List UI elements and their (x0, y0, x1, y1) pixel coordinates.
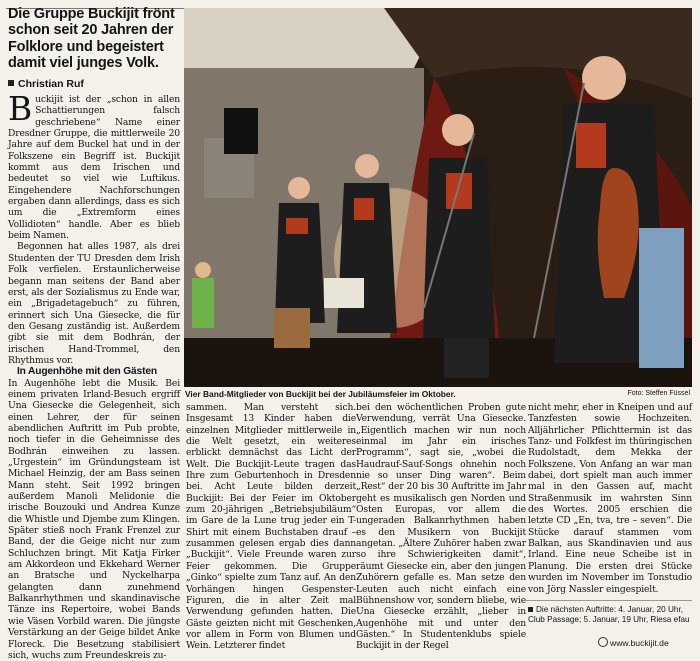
photo-caption: Vier Band-Mitglieder von Buckijit bei der Jubiläumsfeier im Oktober. (185, 389, 456, 399)
paragraph-2: Begonnen hat alles 1987, als drei Studenten der TU Dresden dem Irish Folk verfielen. Erstaunlicherweise begann man seitens der Band aber erst, als der Sozialismus zu Ende war, ein „Brigadetagebuch“ zu führen, erinnert sich Una Giesecke, die für den Gesang zuständig ist. Außerdem gibt sie mit dem Bodhrán, der irischen Hand-Trommel, den Rhythmus vor. (8, 241, 180, 366)
drop-cap: B (8, 89, 33, 128)
article-column-1 (8, 89, 180, 661)
article-column-4 (528, 402, 692, 602)
article-column-2 (186, 402, 356, 650)
bullet-square-icon (528, 607, 533, 612)
photo-credit: Foto: Steffen Füssel (627, 390, 690, 397)
band-photo (184, 8, 692, 387)
globe-icon (598, 637, 608, 647)
band-photo-illustration (184, 8, 692, 387)
bullet-square-icon (8, 80, 14, 86)
headline: Die Gruppe Buckijit frönt schon seit 20 Jahren der Folklore und begeistert damit viel junges Volk. (8, 6, 175, 72)
paragraph-intro: Buckijit ist der „schon in allen Schattierungen falsch geschriebene“ Name einer Dresdner Gruppe, die mittlerweile 20 Jahre auf dem Buckel hat und in der Folkszene ein Begriff ist. Buckijit kommt aus dem Irischen und bedeutet so viel wie Luftikus. Eingehendere Nachforschungen ergaben dann allerdings, dass es sich um die „Extremform eines Vollidioten“ handle. Aber es blieb beim Namen. (8, 89, 180, 242)
concert-notice: Die nächsten Auftritte: 4. Januar, 20 Uhr, Club Passage; 5. Januar, 19 Uhr, Riesa efau (528, 605, 690, 625)
notice-divider (526, 600, 692, 601)
subheading: In Augenhöhe mit den Gästen (17, 366, 157, 378)
website-link[interactable]: www.buckijit.de (598, 637, 669, 648)
author-name: Christian Ruf (18, 78, 84, 90)
paragraph-col4: nicht mehr, eher in Kneipen und auf Tanzfesten sowie Hochzeiten. Alljährlicher Pflichttermin ist das Tanz- und Folkfest im thüringischen Rudolstadt, dem Mekka der Folkszene. Von Anfang an war man dabei, dort spielt man auch immer mal in den Gassen auf, macht Straßenmusik im wahrsten Sinn des Wortes. 2005 erschien die letzte CD „En, tva, tre – seven“. Die Stücke darauf stammen vom Balkan, aus Skandinavien und aus Irland. Eine neue Scheibe ist in Planung. Die ersten drei Stücke wurden im November im Tonstudio von Jörg Nassler eingespielt. (528, 402, 692, 595)
paragraph-col2: sammen. Man versteht sich. Insgesamt 13 Kinder haben die einzelnen Mitglieder mittlerweile in die Welt gesetzt, ein weiteres erblickt demnächst das Licht der Welt. Die Buckijit-Leute tragen das Ihre zum Geburtenhoch in Dresden bei. Acht Leute bilden derzeit Buckijit: Bei der Feier im Oktober zum 20-jährigen „Betriebsjubiläum“ im Gare de la Lune trug jeder ein T-Shirt mit einem Buchstaben drauf – zusammen gelesen ergab dies dann „Buckijit“. Viele Freunde waren zur Feier gekommen. Die Gruppe „Ginko“ spielte zum Tanz auf. An den Vorhängen hingen Gespenster-Figuren, die in alter Zeit mal Verwendung gefunden hatten. Die Gäste geizten nicht mit Geschenken, vor allem in Form von Blumen und Wein. Letzterer findet (186, 402, 356, 652)
paragraph-3: In Augenhöhe lebt die Musik. Bei einem privaten Irland-Besuch ergriff Una Giesecke die Gelegenheit, sich einen Lehrer, der für seinen abendlichen Auftritt im Pub probte, noch tiefer in die Geheimnisse des Bodhrán einweihen zu lassen. „Urgestein“ im Gründungsteam ist Michael Heinzig, der am Bass seinen Mann steht. Seit 1992 bringen außerdem Manoli Melidonie die irische Bouzouki und Andrea Kunze die Whistle und Djembe zum Klingen. Später stieß noch Frank Frenzel zur Band, der die Geige nicht nur zum Schluchzen bringt. Mit Katja Firker am Akkordeon und Ekkehard Werner an Bratsche und Nyckelharpa gelangten dann zunehmend Balkanrhythmen und skandinavische Tänze ins Repertoire, wobei Bands wie Väsen Vorbild waren. Die jüngste Verstärkung an der Geige bildet Anke Floreck. Die Besetzung stabilisiert sich, wuchs zum Freundeskreis zu- (8, 377, 180, 661)
paragraph-col3: bei den wöchentlichen Proben gute Verwendung, verrät Una Giesecke. „Eigentlich machen wir nun noch einmal im Jahr ein irisches Programm“, sagt sie, „wobei die Haudrauf-Sauf-Songs ohnehin noch nie so unser Ding waren“. Beim „Rest“ der 20 bis 30 Auftritte im Jahr geht es musikalisch gen Norden und Osten Europas, vor allem die ungeraden Balkanrhythmen haben es den Musikern von Buckijit angetan. „Ältere Zuhörer haben zwar so ihre Schwierigkeiten damit“, räumt Giesecke ein, aber den jungen Zuhörern gefalle es. Man setze den Leuten auch nicht einfach eine Bühnenshow vor, sondern bliebe, wie Una Giesecke erzählt, „lieber in Augenhöhe mit und unter den Gästen.“ In Studentenklubs spiele Buckijit in der Regel (356, 402, 526, 652)
article-column-3 (356, 402, 526, 650)
